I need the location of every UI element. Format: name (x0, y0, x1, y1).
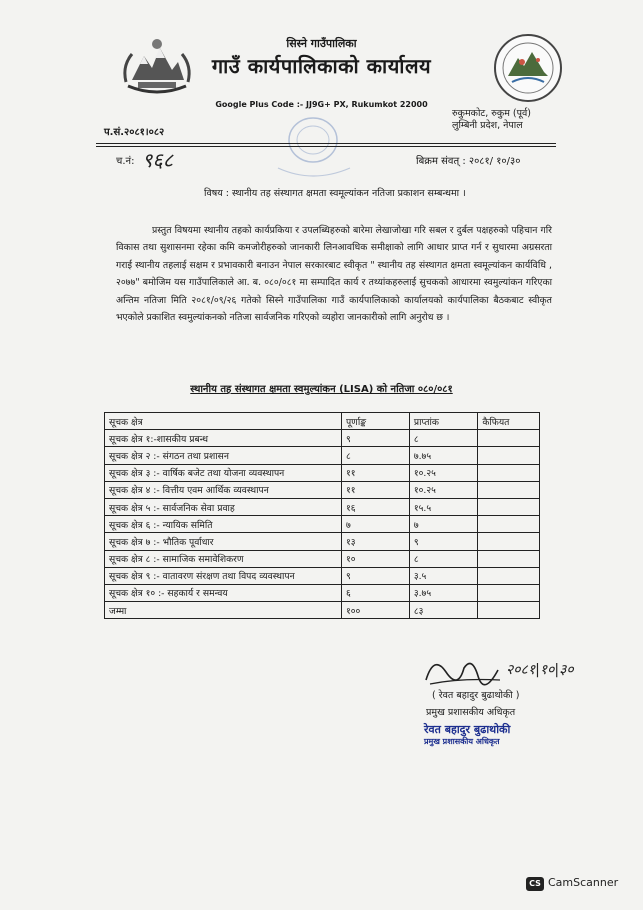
cell-obtained: ८ (409, 430, 477, 447)
camscanner-text: CamScanner (548, 876, 619, 889)
table-row (105, 516, 540, 533)
name-stamp (424, 724, 510, 748)
cell-full-marks: १३ (341, 533, 409, 550)
header-obtained: प्राप्तांक (409, 413, 477, 430)
cell-sector: सूचक क्षेत्र ९ :- वातावरण संरक्षण तथा विपद व्यवस्थापन (105, 567, 342, 584)
chalani-label: च.नं: (116, 156, 135, 167)
cell-obtained: ८३ (409, 602, 477, 619)
cell-sector: सूचक क्षेत्र १० :- सहकार्य र समन्वय (105, 584, 342, 601)
cell-full-marks: ९ (341, 567, 409, 584)
cell-obtained: ७ (409, 516, 477, 533)
table-row (105, 447, 540, 464)
office-name: सिस्ने गाउँपालिका (286, 37, 357, 50)
cell-remarks (478, 516, 540, 533)
stamp-name: रेवत बहादुर बुढाथोकी (424, 723, 511, 736)
cell-remarks (478, 498, 540, 515)
table-row (105, 602, 540, 619)
office-title: गाउँ कार्यपालिकाको कार्यालय (211, 54, 432, 78)
cell-sector: जम्मा (105, 602, 342, 619)
table-row (105, 430, 540, 447)
cell-obtained: ३.५ (409, 567, 477, 584)
cell-full-marks: ९ (341, 430, 409, 447)
cell-obtained: ३.७५ (409, 584, 477, 601)
header-full-marks: पूर्णाङ्क (341, 413, 409, 430)
cell-full-marks: १० (341, 550, 409, 567)
table-row (105, 533, 540, 550)
cell-sector: सूचक क्षेत्र ८ :- सामाजिक समावेशिकरण (105, 550, 342, 567)
letter-subject: विषय : स्थानीय तह संस्थागत क्षमता स्वमूल्यांकन नतिजा प्रकाशन सम्बन्धमा । (204, 188, 466, 199)
camscanner-badge: CS (526, 877, 544, 891)
plus-code: Google Plus Code :- JJ9G+ PX, Rukumkot 22000 (215, 100, 428, 109)
header-rule-top (96, 143, 556, 144)
handwritten-date: २०८१|१०|३० (506, 662, 574, 678)
cell-remarks (478, 533, 540, 550)
cell-full-marks: ८ (341, 447, 409, 464)
table-row (105, 498, 540, 515)
table-header-row (105, 413, 540, 430)
cell-sector: सूचक क्षेत्र ६ :- न्यायिक समिति (105, 516, 342, 533)
letter-date: बिक्रम संवत् : २०८१/ १०/३० (416, 156, 521, 167)
cell-sector: सूचक क्षेत्र ७ :- भौतिक पूर्वाधार (105, 533, 342, 550)
camscanner-watermark (526, 876, 618, 891)
cell-sector: सूचक क्षेत्र ३ :- वार्षिक बजेट तथा योजना व्यवस्थापन (105, 464, 342, 481)
table-row (105, 481, 540, 498)
cell-sector: सूचक क्षेत्र ४ :- वित्तीय एवम आर्थिक व्यवस्थापन (105, 481, 342, 498)
table-row (105, 550, 540, 567)
cell-full-marks: ६ (341, 584, 409, 601)
table-row (105, 584, 540, 601)
cell-full-marks: १०० (341, 602, 409, 619)
cell-sector: सूचक क्षेत्र ५ :- सार्वजनिक सेवा प्रवाह (105, 498, 342, 515)
header-remarks: कैफियत (478, 413, 540, 430)
table-row (105, 567, 540, 584)
table-row (105, 464, 540, 481)
office-address (452, 108, 531, 132)
signatory-designation: प्रमुख प्रशासकीय अधिकृत (426, 707, 516, 718)
table-title: स्थानीय तह संस्थागत क्षमता स्वमुल्यांकन (LISA) को नतिजा ०८०/०८१ (190, 384, 453, 395)
cell-remarks (478, 550, 540, 567)
cell-remarks (478, 447, 540, 464)
cell-remarks (478, 567, 540, 584)
cell-sector: सूचक क्षेत्र १:-शासकीय प्रबन्ध (105, 430, 342, 447)
cell-full-marks: ७ (341, 516, 409, 533)
signatory-name: ( रेवत बहादुर बुढाथोकी ) (432, 690, 520, 701)
cell-full-marks: ११ (341, 481, 409, 498)
cell-remarks (478, 430, 540, 447)
cell-remarks (478, 584, 540, 601)
cell-obtained: ८ (409, 550, 477, 567)
address-line-2: लुम्बिनी प्रदेश, नेपाल (452, 120, 523, 131)
stamp-designation: प्रमुख प्रशासकीय अधिकृत (424, 737, 500, 746)
header-sector: सूचक क्षेत्र (105, 413, 342, 430)
cell-remarks (478, 464, 540, 481)
cell-full-marks: ११ (341, 464, 409, 481)
cell-obtained: ९ (409, 533, 477, 550)
cell-remarks (478, 481, 540, 498)
cell-obtained: १०.२५ (409, 464, 477, 481)
cell-remarks (478, 602, 540, 619)
chalani-number: ९६८ (142, 148, 174, 172)
cell-obtained: १५.५ (409, 498, 477, 515)
cell-obtained: ७.७५ (409, 447, 477, 464)
cell-full-marks: १६ (341, 498, 409, 515)
cell-obtained: १०.२५ (409, 481, 477, 498)
address-line-1: रुकुमकोट, रुकुम (पूर्व) (452, 108, 532, 119)
letter-body: प्रस्तुत विषयमा स्थानीय तहको कार्यप्रकिया र उपलब्धिहरुको बारेमा लेखाजोखा गरि सबल र दुर्बल पक्षहरुको पहिचान गरि विकास तथा सुशासनमा रहेका कमि कमजोरीहरुको जानकारी लिनआवधिक समीक्षाको लागि आधार प्राप्त गर्न र सुधारमा अग्रसरता गराई स्थानीय तहलाई सक्षम र प्रभावकारी बनाउन नेपाल सरकारबाट स्वीकृत " स्थानीय तह संस्थागत क्षमता स्वमूल्यांकन कार्यविधि , २०७७" बमोजिम यस गाउँपालिकाले आ. ब. ०८०/०८१ मा सम्पादित कार्य र तथ्यांकहरुलाई सुचकको आधारमा स्वमुल्यांकन गरिएका अन्तिम नतिजा मिति २०८१/०९/२६ गतेको सिस्ने गाउँपालिका गाउँ कार्यपालिकाको कार्यालयको कार्यपालिका बैठकबाट स्वीकृत भएकोले प्रकाशित स्वमुल्यांकनको नतिजा सार्वजनिक गरिएको व्यहोरा जानकारीको लागि अनुरोध छ । (116, 225, 552, 324)
patra-sankhya: प.सं.२०८१।०८२ (104, 127, 165, 138)
cell-sector: सूचक क्षेत्र २ :- संगठन तथा प्रशासन (105, 447, 342, 464)
lisa-results-table (104, 412, 540, 619)
